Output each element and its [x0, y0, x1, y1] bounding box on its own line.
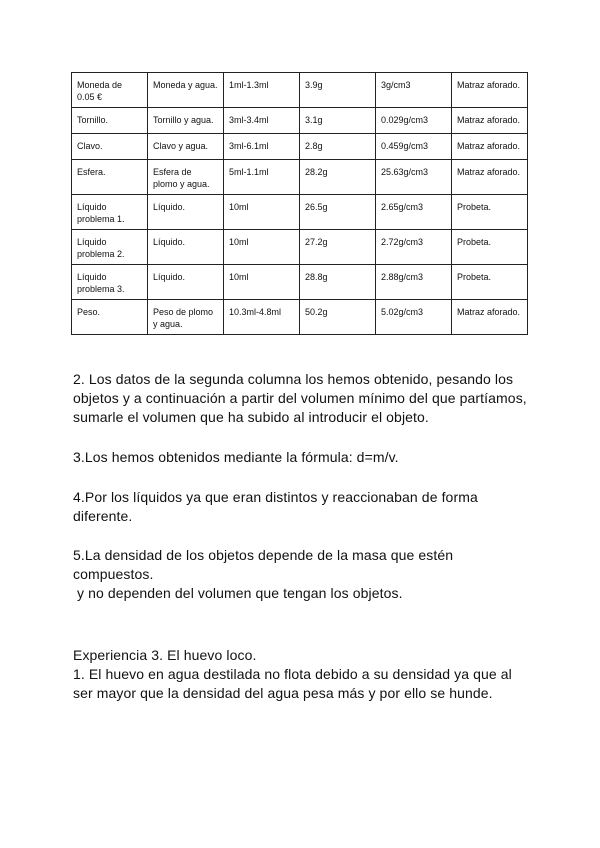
table-row	[72, 160, 528, 195]
table-cell: 26.5g	[300, 195, 376, 230]
table-cell: 2.88g/cm3	[376, 265, 452, 300]
table-cell: 10.3ml-4.8ml	[224, 300, 300, 335]
table-row	[72, 108, 528, 134]
experience-3-title: Experiencia 3. El huevo loco.	[73, 647, 257, 663]
table-row	[72, 134, 528, 160]
table-cell: 28.8g	[300, 265, 376, 300]
table-row	[72, 230, 528, 265]
table-cell: 3ml-3.4ml	[224, 108, 300, 134]
paragraph-5	[73, 546, 533, 603]
table-cell: Matraz aforado.	[452, 300, 528, 335]
table-cell: 3.9g	[300, 73, 376, 108]
table-cell: Moneda y agua.	[148, 73, 224, 108]
table-cell: 5.02g/cm3	[376, 300, 452, 335]
paragraph-4: 4.Por los líquidos ya que eran distintos y reaccionaban de forma diferente.	[73, 489, 478, 524]
table-cell: 0.029g/cm3	[376, 108, 452, 134]
table-cell: 0.459g/cm3	[376, 134, 452, 160]
table-row	[72, 265, 528, 300]
table-cell: 10ml	[224, 195, 300, 230]
table-cell: 3ml-6.1ml	[224, 134, 300, 160]
table-cell: Matraz aforado.	[452, 134, 528, 160]
table-cell: 3.1g	[300, 108, 376, 134]
table-cell: Peso.	[72, 300, 148, 335]
table-cell: Líquido problema 2.	[72, 230, 148, 265]
table-cell: Moneda de 0.05 €	[72, 73, 148, 108]
paragraph-2: 2. Los datos de la segunda columna los hemos obtenido, pesando los objetos y a continuación a partir del volumen mínimo del que partíamos, sumarle el volumen que ha subido al introducir el objeto.	[73, 371, 527, 425]
table-cell: Tornillo y agua.	[148, 108, 224, 134]
table-cell: Líquido.	[148, 195, 224, 230]
table-row	[72, 300, 528, 335]
table-cell: 27.2g	[300, 230, 376, 265]
paragraph-3: 3.Los hemos obtenidos mediante la fórmula: d=m/v.	[73, 449, 399, 465]
table-cell: 1ml-1.3ml	[224, 73, 300, 108]
table-cell: 2.72g/cm3	[376, 230, 452, 265]
table-cell: Probeta.	[452, 265, 528, 300]
experience-3-section	[73, 646, 533, 703]
table-cell: 28.2g	[300, 160, 376, 195]
paragraph-5-line-1: 5.La densidad de los objetos depende de la masa que estén compuestos.	[73, 547, 454, 582]
table-row	[72, 73, 528, 108]
table-cell: Probeta.	[452, 195, 528, 230]
experience-3-paragraph-1: 1. El huevo en agua destilada no flota debido a su densidad ya que al ser mayor que la densidad del agua pesa más y por ello se hunde.	[73, 666, 512, 701]
table-cell: Líquido.	[148, 230, 224, 265]
table-cell: Clavo.	[72, 134, 148, 160]
table-cell: Esfera.	[72, 160, 148, 195]
table-cell: Peso de plomo y agua.	[148, 300, 224, 335]
table-row	[72, 195, 528, 230]
table-cell: 2.65g/cm3	[376, 195, 452, 230]
table-cell: 50.2g	[300, 300, 376, 335]
table-cell: 2.8g	[300, 134, 376, 160]
table-cell: Matraz aforado.	[452, 160, 528, 195]
table-cell: 3g/cm3	[376, 73, 452, 108]
table-body	[72, 73, 528, 335]
table-cell: 10ml	[224, 230, 300, 265]
table-cell: 5ml-1.1ml	[224, 160, 300, 195]
table-cell: Líquido problema 3.	[72, 265, 148, 300]
paragraph-5-line-2: y no dependen del volumen que tengan los objetos.	[73, 585, 403, 601]
table-cell: Probeta.	[452, 230, 528, 265]
table-cell: Matraz aforado.	[452, 108, 528, 134]
table-cell: Líquido.	[148, 265, 224, 300]
table-cell: Líquido problema 1.	[72, 195, 148, 230]
table-cell: Tornillo.	[72, 108, 148, 134]
table-cell: Clavo y agua.	[148, 134, 224, 160]
density-table	[71, 72, 528, 335]
table-cell: 10ml	[224, 265, 300, 300]
table-cell: Matraz aforado.	[452, 73, 528, 108]
table-cell: 25.63g/cm3	[376, 160, 452, 195]
table-cell: Esfera de plomo y agua.	[148, 160, 224, 195]
